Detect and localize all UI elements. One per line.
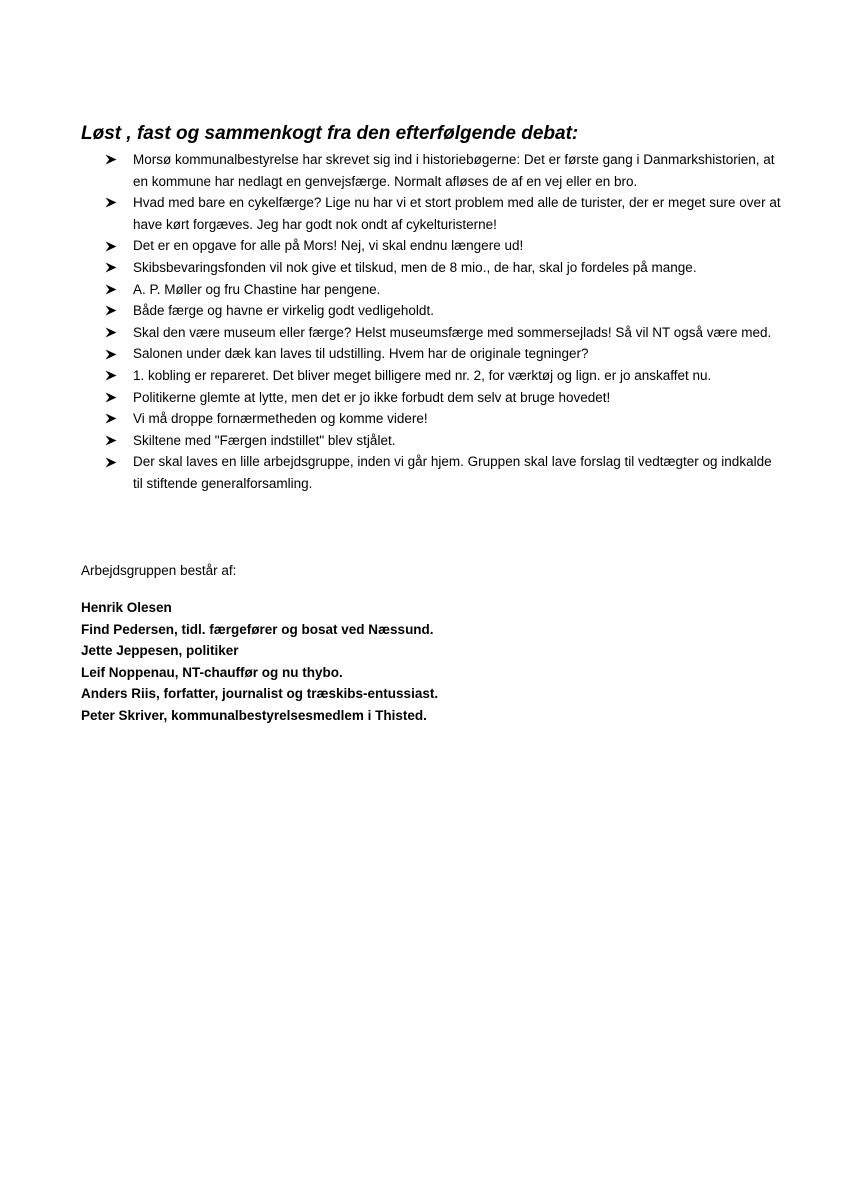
debate-bullet-text: Morsø kommunalbestyrelse har skrevet sig ind i historiebøgerne: Det er første gang i Danmarkshistorien, at en kommune har nedlagt en genvejsfærge. Normalt afløses de af en vej eller en bro. (133, 152, 775, 189)
debate-bullet-text: Hvad med bare en cykelfærge? Lige nu har vi et stort problem med alle de turister, der er meget sure over at have kørt forgæves. Jeg har godt nok ondt af cykelturisterne! (133, 195, 781, 232)
debate-bullet-item (105, 343, 785, 365)
debate-bullet-item (105, 430, 785, 452)
debate-bullet-item (105, 387, 785, 409)
debate-heading: Løst , fast og sammenkogt fra den efterfølgende debat: (81, 123, 579, 144)
arrowhead-bullet-icon (105, 322, 121, 344)
working-group-members (81, 597, 438, 727)
debate-bullet-item (105, 451, 785, 494)
debate-bullet-text: Skiltene med "Færgen indstillet" blev stjålet. (133, 432, 396, 448)
debate-bullet-text: Politikerne glemte at lytte, men det er jo ikke forbudt dem selv at bruge hovedet! (133, 389, 611, 405)
working-group-member: Find Pedersen, tidl. færgefører og bosat ved Næssund. (81, 621, 434, 637)
arrowhead-bullet-icon (105, 149, 121, 171)
arrowhead-bullet-icon (105, 192, 121, 214)
debate-bullet-list (105, 149, 785, 495)
debate-bullet-text: Det er en opgave for alle på Mors! Nej, vi skal endnu længere ud! (133, 238, 524, 254)
debate-bullet-item (105, 365, 785, 387)
debate-bullet-item (105, 300, 785, 322)
debate-bullet-text: Både færge og havne er virkelig godt vedligeholdt. (133, 303, 434, 319)
debate-bullet-item (105, 257, 785, 279)
arrowhead-bullet-icon (105, 451, 121, 473)
working-group-member: Jette Jeppesen, politiker (81, 643, 239, 659)
debate-bullet-item (105, 408, 785, 430)
debate-bullet-item (105, 235, 785, 257)
arrowhead-bullet-icon (105, 300, 121, 322)
debate-bullet-item (105, 279, 785, 301)
arrowhead-bullet-icon (105, 235, 121, 257)
arrowhead-bullet-icon (105, 257, 121, 279)
debate-bullet-item (105, 192, 785, 235)
debate-bullet-text: Skal den være museum eller færge? Helst museumsfærge med sommersejlads! Så vil NT også være med. (133, 324, 772, 340)
debate-bullet-text: Skibsbevaringsfonden vil nok give et tilskud, men de 8 mio., de har, skal jo fordeles på mange. (133, 259, 697, 275)
debate-bullet-text: Salonen under dæk kan laves til udstilling. Hvem har de originale tegninger? (133, 346, 589, 362)
debate-bullet-text: A. P. Møller og fru Chastine har pengene. (133, 281, 381, 297)
working-group-member: Anders Riis, forfatter, journalist og træskibs-entussiast. (81, 686, 439, 702)
arrowhead-bullet-icon (105, 343, 121, 365)
debate-bullet-text: Vi må droppe fornærmetheden og komme videre! (133, 411, 428, 427)
arrowhead-bullet-icon (105, 279, 121, 301)
debate-bullet-item (105, 322, 785, 344)
arrowhead-bullet-icon (105, 408, 121, 430)
arrowhead-bullet-icon (105, 365, 121, 387)
working-group-member: Henrik Olesen (81, 600, 172, 615)
working-group-intro: Arbejdsgruppen består af: (81, 563, 237, 578)
debate-bullet-text: Der skal laves en lille arbejdsgruppe, inden vi går hjem. Gruppen skal lave forslag til vedtægter og indkalde til stiftende generalforsamling. (133, 454, 772, 491)
working-group-member: Leif Noppenau, NT-chauffør og nu thybo. (81, 664, 343, 680)
arrowhead-bullet-icon (105, 430, 121, 452)
arrowhead-bullet-icon (105, 387, 121, 409)
debate-bullet-text: 1. kobling er repareret. Det bliver meget billigere med nr. 2, for værktøj og lign. er jo anskaffet nu. (133, 367, 712, 383)
debate-bullet-item (105, 149, 785, 192)
working-group-member: Peter Skriver, kommunalbestyrelsesmedlem i Thisted. (81, 707, 427, 723)
